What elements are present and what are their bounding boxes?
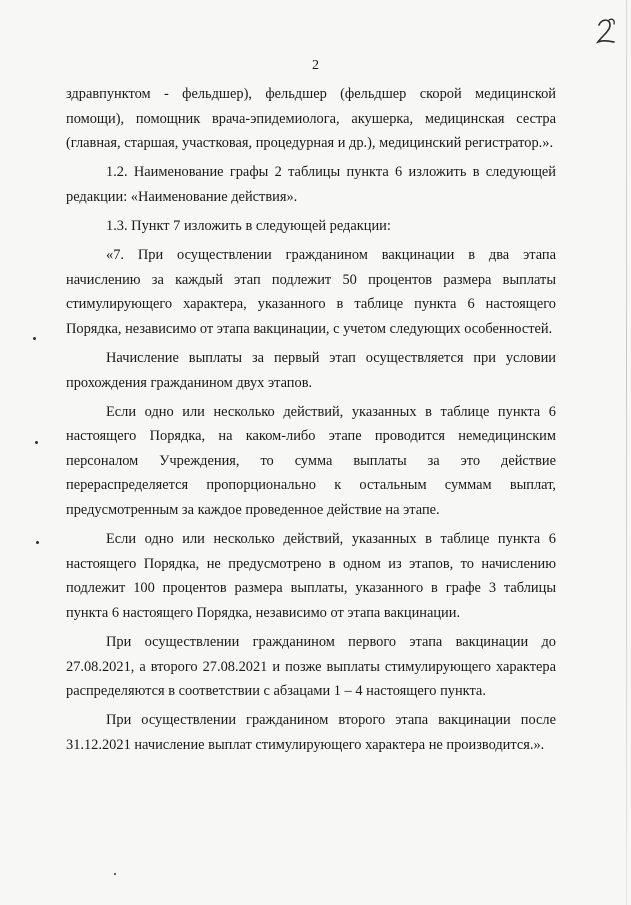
paragraph-non-medical-staff: Если одно или несколько действий, указанных в таблице пункта 6 настоящего Порядка, на каком-либо этапе проводится немедицинским персоналом Учреждения, то сумма выплаты за это действие перераспределяется пропорционально к остальным суммам выплат, предусмотренным за каждое проведенное действие на этапе.: [66, 403, 556, 518]
handwritten-page-number: [595, 16, 617, 46]
paragraph-first-stage-payment: Начисление выплаты за первый этап осуществляется при условии прохождения гражданином двух этапов.: [66, 349, 556, 391]
page-number: 2: [312, 58, 319, 73]
document-body: [66, 82, 556, 762]
paragraph-point-7-intro: «7. При осуществлении гражданином вакцинации в два этапа начислению за каждый этап подлежит 50 процентов размера выплаты стимулирующего характера, указанного в таблице пункта 6 настоящего Порядка, независимо от этапа вакцинации, с учетом следующих особенностей.: [66, 247, 556, 337]
scan-speck: [36, 541, 39, 544]
paragraph-continuation-staff-list: здравпунктом - фельдшер), фельдшер (фельдшер скорой медицинской помощи), помощник врача-эпидемиолога, акушерка, медицинская сестра (главная, старшая, участковая, процедурная и др.), медицинский регистратор.».: [66, 86, 556, 152]
paragraph-after-31-12-2021: При осуществлении гражданином второго этапа вакцинации после 31.12.2021 начисление выплат стимулирующего характера не производится.».: [66, 712, 556, 753]
scan-speck: [33, 337, 36, 340]
paragraph-date-27-08-2021: При осуществлении гражданином первого этапа вакцинации до 27.08.2021, а второго 27.08.2021 и позже выплаты стимулирующего характера распределяются в соответствии с абзацами 1 – 4 настоящего пункта.: [66, 633, 556, 700]
scan-speck: [35, 441, 38, 444]
scan-edge-line: [626, 0, 627, 905]
paragraph-item-1-3: 1.3. Пункт 7 изложить в следующей редакции:: [106, 217, 391, 234]
scan-speck: [114, 873, 116, 875]
paragraph-item-1-2: 1.2. Наименование графы 2 таблицы пункта 6 изложить в следующей редакции: «Наименование действия».: [66, 164, 556, 205]
paragraph-action-not-provided: Если одно или несколько действий, указанных в таблице пункта 6 настоящего Порядка, не предусмотрено в одном из этапов, то начислению подлежит 100 процентов размера выплаты, указанного в графе 3 таблицы пункта 6 настоящего Порядка, независимо от этапа вакцинации.: [66, 531, 556, 621]
